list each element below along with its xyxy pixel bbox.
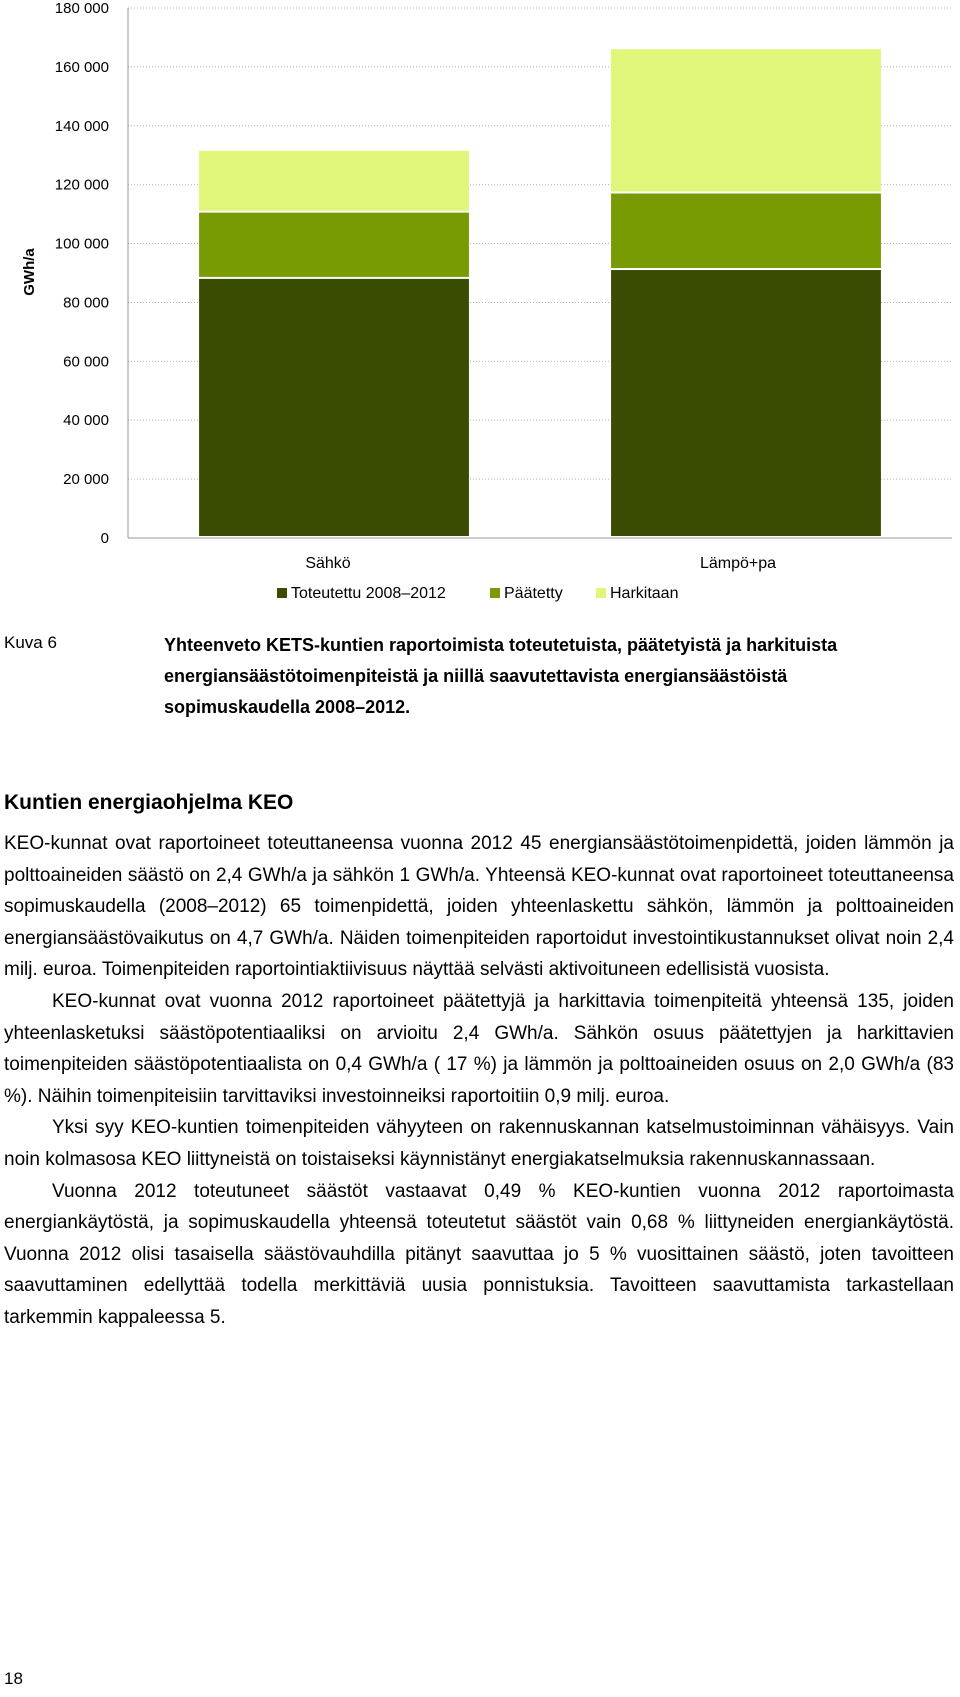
bar-segments [199, 49, 881, 536]
page-number: 18 [4, 1669, 23, 1688]
bar-segment [611, 49, 881, 191]
bar-segment [611, 194, 881, 269]
paragraph-1: KEO-kunnat ovat raportoineet toteuttaneensa vuonna 2012 45 energiansäästötoimenpidettä, joiden lämmön ja polttoaineiden säästö on 2,4 GWh/a ja sähkön 1 GWh/a. Yhteensä KEO-kunnat ovat raportoineet toteuttaneensa sopimuskaudella (2008–2012) 65 toimenpidettä, joiden yhteenlaskettu sähkön, lämmön ja polttoaineiden energiansäästövaikutus on 4,7 GWh/a. Näiden toimenpiteiden raportoidut investointikustannukset olivat noin 2,4 milj. euroa. Toimenpiteiden raportointiaktiivisuus näyttää selvästi aktivoituneen edellisistä vuosista. [4, 833, 954, 981]
y-tick-label: 80 000 [63, 294, 109, 312]
paragraph-4: Vuonna 2012 toteutuneet säästöt vastaavat 0,49 % KEO-kuntien vuonna 2012 raportoimasta energiankäytöstä, ja sopimuskaudella yhteensä toteutetut säästöt vain 0,68 % liittyneiden energiankäytöstä. Vuonna 2012 olisi tasaisella säästövauhdilla pitänyt saavuttaa jo 5 % vuosittainen säästö, joten tavoitteen saavuttaminen edellyttää todella merkittäviä uusia ponnistuksia. Tavoitteen saavuttamista tarkastellaan tarkemmin kappaleessa 5. [4, 1180, 954, 1328]
y-tick-label: 140 000 [54, 117, 109, 135]
y-tick-label: 120 000 [54, 176, 109, 194]
chart-legend [277, 585, 678, 602]
y-tick-label: 0 [100, 530, 109, 547]
y-tick-label: 180 000 [54, 0, 109, 17]
y-tick-label: 160 000 [54, 58, 109, 76]
x-axis-tick-labels [305, 555, 776, 572]
bar-segment [199, 213, 469, 277]
x-tick-label: Lämpö+pa [699, 555, 777, 572]
legend-label: Päätetty [504, 585, 563, 602]
figure-label: Kuva 6 [4, 633, 57, 652]
legend-swatch [490, 588, 500, 598]
paragraph-3: Yksi syy KEO-kuntien toimenpiteiden vähyyteen on rakennuskannan katselmustoiminnan vähäisyys. Vain noin kolmasosa KEO liittyneistä on toistaiseksi käynnistänyt energiakatselmuksia rakennuskannassaan. [4, 1117, 954, 1170]
bar-segment [611, 270, 881, 536]
y-tick-label: 60 000 [63, 353, 109, 371]
legend-label: Toteutettu 2008–2012 [291, 585, 446, 602]
legend-swatch [596, 588, 606, 598]
legend-label: Harkitaan [610, 585, 679, 602]
y-axis-label: GWh/a [21, 248, 38, 296]
x-tick-label: Sähkö [305, 555, 351, 572]
y-tick-label: 40 000 [63, 412, 109, 430]
paragraph-2: KEO-kunnat ovat vuonna 2012 raportoineet päätettyjä ja harkittavia toimenpiteitä yhteensä 135, joiden yhteenlasketuksi säästöpotentiaaliksi on arvioitu 2,4 GWh/a. Sähkön osuus päätettyjen ja harkittavien toimenpiteiden säästöpotentiaalista on 0,4 GWh/a ( 17 %) ja lämmön ja polttoaineiden osuus on 2,0 GWh/a (83 %). Näihin toimenpiteisiin tarvittaviksi investoinneiksi raportoitiin 0,9 milj. euroa. [4, 990, 954, 1107]
section-title: Kuntien energiaohjelma KEO [4, 791, 294, 814]
y-tick-label: 100 000 [54, 235, 109, 253]
legend-swatch [277, 588, 287, 598]
stacked-bar-chart [0, 0, 960, 620]
y-tick-label: 20 000 [63, 471, 109, 489]
body-text [4, 828, 954, 1334]
bar-segment [199, 279, 469, 536]
bar-segment [199, 151, 469, 211]
y-axis-tick-labels [55, 0, 109, 547]
figure-caption-text: Yhteenveto KETS-kuntien raportoimista toteutetuista, päätetyistä ja harkituista energiansäästötoimenpiteistä ja niillä saavutettavista energiansäästöistä sopimuskaudella 2008–2012. [164, 635, 838, 717]
